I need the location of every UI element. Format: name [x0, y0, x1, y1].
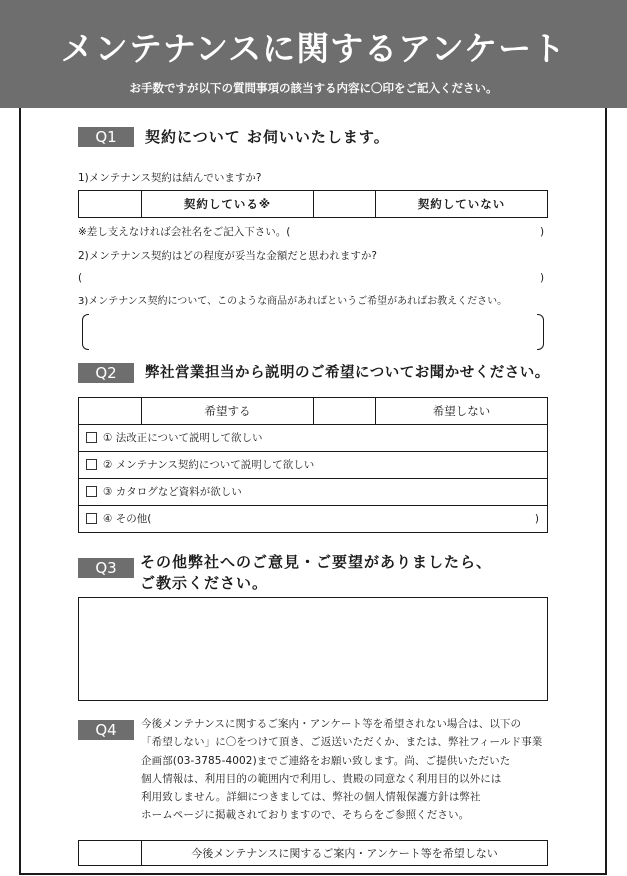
q4-body-line: 「希望しない」に〇をつけて頂き、ご返送いただくか、または、弊社フィールド事業 [141, 736, 543, 749]
q1-contract-yes-mark-cell[interactable] [79, 191, 141, 217]
page-subtitle: お手数ですが以下の質問事項の該当する内容に〇印をご記入ください。 [129, 81, 498, 95]
header-banner [0, 0, 627, 108]
q1-item3-close-bracket [537, 314, 544, 350]
q2-label: Q2 [78, 363, 134, 383]
q2-want-label: 希望する [141, 398, 313, 424]
q4-body-line: 利用致しません。詳細につきましては、弊社の個人情報保護方針は弊社 [141, 791, 481, 804]
q1-company-note: ※差し支えなければ会社名をご記入下さい。( [78, 226, 291, 238]
q1-item1-text: 1)メンテナンス契約は結んでいますか? [78, 172, 262, 184]
q2-want-mark-cell[interactable] [79, 398, 141, 424]
q1-heading: 契約について お伺いいたします。 [145, 128, 390, 146]
q1-contract-no-mark-cell[interactable] [313, 191, 375, 217]
q1-amount-field[interactable] [90, 269, 530, 287]
q2-option-3-checkbox[interactable] [86, 486, 97, 497]
q2-option-1-checkbox[interactable] [86, 432, 97, 443]
q2-option-row [78, 452, 548, 479]
q1-item2-text: 2)メンテナンス契約はどの程度が妥当な金額だと思われますか? [78, 250, 378, 262]
q1-item3-text: 3)メンテナンス契約について、このような商品があればというご希望があればお教えください。 [78, 296, 508, 307]
q2-option-row [78, 506, 548, 533]
q3-comment-box[interactable] [78, 597, 548, 701]
q1-product-wish-field[interactable] [82, 314, 544, 350]
q2-option-4-label: ④ その他( [103, 513, 152, 525]
q1-company-close-paren: ) [540, 226, 545, 238]
q2-heading: 弊社営業担当から説明のご希望についてお聞かせください。 [145, 365, 550, 381]
q1-contract-yes-label: 契約している※ [141, 191, 313, 217]
q3-label: Q3 [78, 558, 134, 578]
q2-not-want-label: 希望しない [375, 398, 547, 424]
q4-optout-table [78, 840, 548, 866]
q1-item2-close-paren: ) [540, 272, 545, 284]
q1-item2-open-paren: ( [78, 272, 83, 284]
q1-company-name-field[interactable] [154, 223, 534, 241]
q1-label: Q1 [78, 127, 134, 147]
q4-label: Q4 [78, 720, 134, 740]
q4-body-line: 企画部(03-3785-4002)までご連絡をお願い致します。尚、ご提供いただいた [141, 754, 511, 767]
q1-contract-no-label: 契約していない [375, 191, 547, 217]
q3-heading-line1: その他弊社へのご意見・ご要望がありましたら、 [140, 553, 493, 571]
q2-choice-table [78, 397, 548, 425]
q2-other-field[interactable] [169, 509, 509, 529]
q2-option-3-label: ③ カタログなど資料が欲しい [103, 486, 242, 498]
q4-body-line: 個人情報は、利用目的の範囲内で利用し、貴殿の同意なく利用目的以外には [141, 772, 502, 785]
q2-option-2-checkbox[interactable] [86, 459, 97, 470]
q1-contract-choice-table [78, 190, 548, 218]
q4-body-line: ホームページに掲載されておりますので、そちらをご参照ください。 [141, 809, 470, 822]
q4-optout-label: 今後メンテナンスに関するご案内・アンケート等を希望しない [141, 841, 547, 865]
q2-option-row [78, 425, 548, 452]
q4-optout-mark-cell[interactable] [79, 841, 141, 865]
q4-body-text [141, 715, 551, 825]
q3-heading-line2: ご教示ください。 [140, 574, 269, 592]
page-title: メンテナンスに関するアンケート [60, 29, 567, 68]
q2-option-4-checkbox[interactable] [86, 513, 97, 524]
q2-other-close-paren: ) [534, 513, 539, 525]
q2-option-row [78, 479, 548, 506]
q2-option-1-label: ① 法改正について説明して欲しい [103, 432, 263, 444]
q2-not-want-mark-cell[interactable] [313, 398, 375, 424]
q4-body-line: 今後メンテナンスに関するご案内・アンケート等を希望されない場合は、以下の [141, 718, 522, 730]
q1-item3-open-bracket [82, 314, 89, 350]
q2-option-2-label: ② メンテナンス契約について説明して欲しい [103, 459, 315, 471]
